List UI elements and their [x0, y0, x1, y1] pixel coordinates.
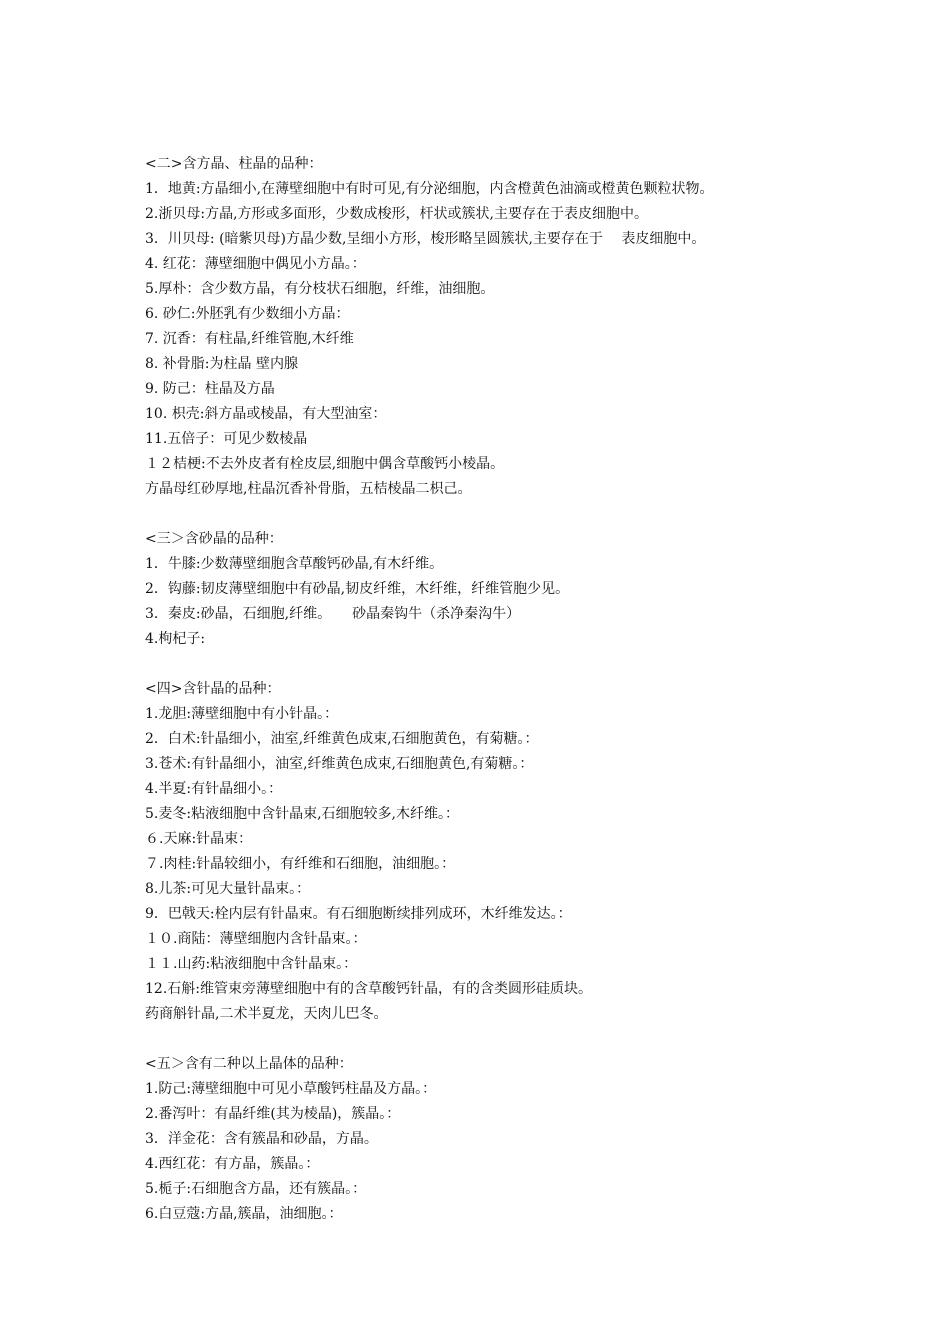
mnemonic-line: 药商斛针晶,二术半夏龙，天肉儿巴冬。 — [145, 1006, 388, 1022]
list-item: 9. 防己：柱晶及方晶 — [145, 381, 275, 397]
list-item: 2.浙贝母:方晶,方形或多面形，少数成梭形，杆状或簇状,主要存在于表皮细胞中。 — [145, 206, 648, 222]
list-item: 1．地黄:方晶细小,在薄壁细胞中有时可见,有分泌细胞，内含橙黄色油滴或橙黄色颗粒状物。 — [145, 181, 714, 197]
list-item: 1．牛膝:少数薄壁细胞含草酸钙砂晶,有木纤维。 — [145, 556, 444, 572]
list-item: 5.栀子:石细胞含方晶，还有簇晶。： — [145, 1181, 367, 1197]
list-item: 4.西红花：有方晶，簇晶。： — [145, 1156, 320, 1172]
list-item: 2．白术:针晶细小，油室,纤维黄色成束,石细胞黄色，有菊糖。： — [145, 731, 539, 747]
list-item: 5.麦冬:粘液细胞中含针晶束,石细胞较多,木纤维。： — [145, 806, 459, 822]
list-item: 5.厚朴：含少数方晶，有分枝状石细胞，纤维，油细胞。 — [145, 281, 495, 297]
section-spacer — [145, 652, 925, 677]
section-four — [145, 677, 925, 1027]
list-item: 8.儿茶:可见大量针晶束。： — [145, 881, 311, 897]
section-heading: <三＞含砂晶的品种： — [145, 531, 283, 547]
section-spacer — [145, 502, 925, 527]
list-item: １１.山药:粘液细胞中含针晶束。： — [145, 956, 358, 972]
list-item: 7. 沉香：有柱晶,纤维管胞,木纤维 — [145, 331, 354, 347]
list-item: 9．巴戟天:栓内层有针晶束。有石细胞断续排列成环，木纤维发达。： — [145, 906, 572, 922]
mnemonic-line: 方晶母红砂厚地,柱晶沉香补骨脂，五桔棱晶二枳己。 — [145, 481, 472, 497]
list-item: ７.肉桂:针晶较细小，有纤维和石细胞，油细胞。： — [145, 856, 456, 872]
section-five — [145, 1052, 925, 1227]
list-item: 11.五倍子：可见少数棱晶 — [145, 431, 308, 447]
list-item: 3．川贝母: (暗紫贝母)方晶少数,呈细小方形，梭形略呈圆簇状,主要存在于 表皮细胞中。 — [145, 231, 706, 247]
list-item: 4.半夏:有针晶细小。： — [145, 781, 283, 797]
list-item: 4.枸杞子: — [145, 631, 206, 647]
list-item: １２桔梗:不去外皮者有栓皮层,细胞中偶含草酸钙小棱晶。 — [145, 456, 505, 472]
list-item: 6.白豆蔻:方晶,簇晶，油细胞。： — [145, 1206, 343, 1222]
section-heading: <四>含针晶的品种： — [145, 681, 281, 697]
list-item: 2．钩藤:韧皮薄壁细胞中有砂晶,韧皮纤维，木纤维，纤维管胞少见。 — [145, 581, 570, 597]
list-item: 1.防己:薄壁细胞中可见小草酸钙柱晶及方晶。： — [145, 1081, 437, 1097]
list-item: 3.苍术:有针晶细小，油室,纤维黄色成束,石细胞黄色,有菊糖。： — [145, 756, 534, 772]
list-item: 2.番泻叶：有晶纤维(其为棱晶)，簇晶。： — [145, 1106, 401, 1122]
list-item: 12.石斛:维管束旁薄壁细胞中有的含草酸钙针晶，有的含类圆形硅质块。 — [145, 981, 592, 997]
document-body — [145, 152, 925, 1227]
list-item: 3．秦皮:砂晶，石细胞,纤维。 砂晶秦钩牛（杀净秦沟牛） — [145, 606, 521, 622]
list-item: 1.龙胆:薄壁细胞中有小针晶。： — [145, 706, 339, 722]
list-item: 4. 红花：薄壁细胞中偶见小方晶。： — [145, 256, 366, 272]
list-item: ６.天麻:针晶束： — [145, 831, 253, 847]
section-heading: <二>含方晶、柱晶的品种： — [145, 156, 323, 172]
section-heading: <五＞含有二种以上晶体的品种： — [145, 1056, 353, 1072]
section-three — [145, 527, 925, 652]
section-two — [145, 152, 925, 502]
list-item: 6. 砂仁:外胚乳有少数细小方晶： — [145, 306, 350, 322]
list-item: １０.商陆：薄壁细胞内含针晶束。： — [145, 931, 367, 947]
section-spacer — [145, 1027, 925, 1052]
list-item: 3．洋金花：含有簇晶和砂晶，方晶。 — [145, 1131, 378, 1147]
list-item: 10. 枳壳:斜方晶或棱晶，有大型油室： — [145, 406, 387, 422]
list-item: 8. 补骨脂:为柱晶 壁内腺 — [145, 356, 298, 372]
